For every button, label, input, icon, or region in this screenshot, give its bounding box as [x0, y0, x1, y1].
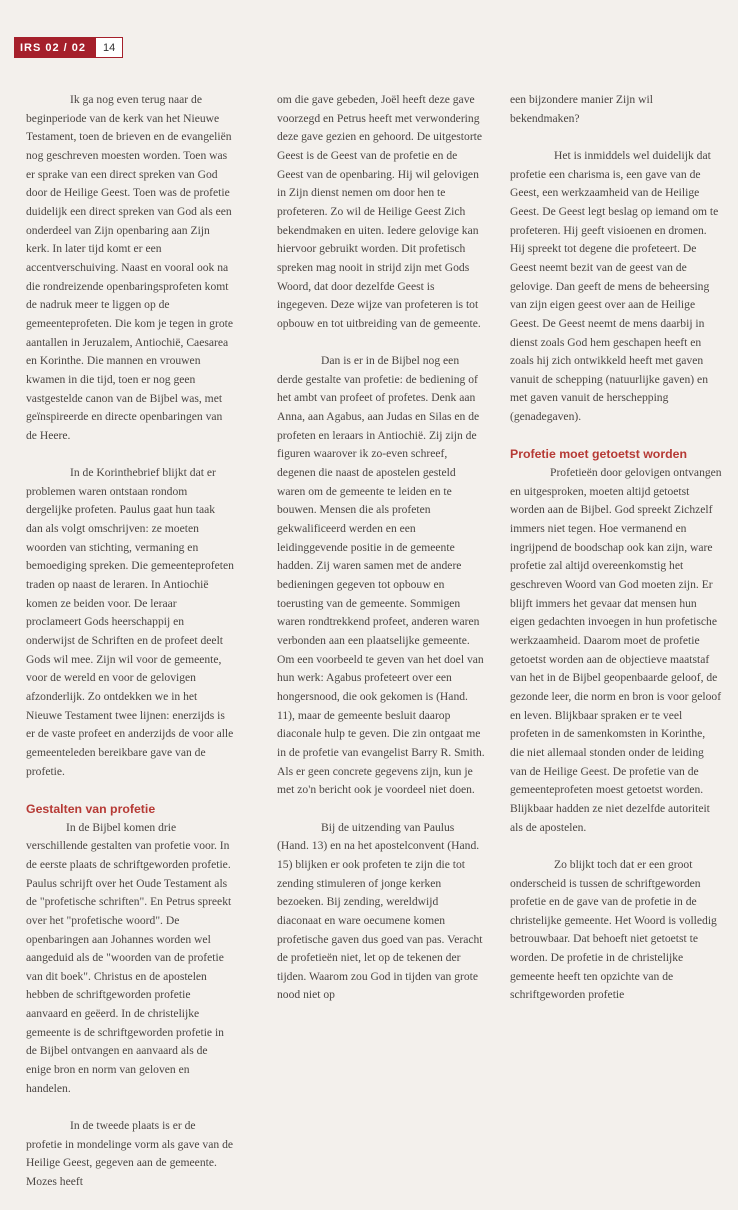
paragraph: om die gave gebeden, Joël heeft deze gave voorzegd en Petrus heeft met verwondering deze gave gezien en gehoord. De uitgestorte Geest is de Geest van de profetie en de Geest van de openbaring. Hij wil gelovigen in Zijn dienst nemen om door hen te profeteren. Zo wil de Heilige Geest Zich bekendmaken en uiten. Iedere gelovige kan hiervoor gebruikt worden. Dit profetisch spreken mag nooit in strijd zijn met Gods Woord, dat door dezelfde Geest is ingegeven. Deze wijze van profeteren is tot opbouw en tot uitbreiding van de gemeente. [277, 93, 483, 330]
paragraph: In de Korinthebrief blijkt dat er problemen waren ontstaan rondom dergelijke profeten. Paulus gaat hun taak dan als volgt omschrijven: ze moeten woorden van stichting, vermaning en bemoediging spreken. Die gemeenteprofeten traden op naast de leraren. In Antiochië komen ze beiden voor. De leraar proclameert Gods heerschappij en onderwijst de Schriften en de profeet deelt Gods wil mee. Zijn wil voor de gemeente, voor de wereld en voor de gelovigen afzonderlijk. Zo ontdekken we in het Nieuwe Testament twee lijnen: enerzijds is er de vaste profeet en anderzijds de voor alle gemeenteleden bereikbare gave van de profetie. [26, 466, 234, 778]
paragraph: Dan is er in de Bijbel nog een derde gestalte van profetie: de bediening of het ambt van profeet of profetes. Denk aan Anna, aan Agabus, aan Judas en Silas en de profeten en leraars in Antiochië. Zij zijn de figuren waarover ik zo-even schreef, degenen die naast de apostelen gesteld waren om de gemeente te leiden en te bouwen. Mensen die als profeten gekwalificeerd werden en een leidinggevende positie in de gemeente hadden. Zij waren samen met de andere bedieningen gegeven tot opbouw en toerusting van de gemeente. Sommigen waren rondtrekkend profeet, anderen waren verbonden aan een plaatselijke gemeente. Om een voorbeeld te geven van het doel van hun werk: Agabus profeteert over een hongersnood, die ook gekomen is (Hand. 11), maar de gemeente besluit daarop diaconale hulp te geven. Die zin ontgaat me in de profetie van evangelist Barry R. Smith. Als er geen concrete gegevens zijn, kun je met zo'n bericht ook je voordeel niet doen. [277, 354, 485, 797]
paragraph: Bij de uitzending van Paulus (Hand. 13) en na het apostelconvent (Hand. 15) blijken er ook profeten te zijn die tot zending stimuleren of jonge kerken bezoeken. Bij zending, wereldwijd diaconaat en ware oecumene komen profetische gaven dus goed van pas. Veracht de profetieën niet, let op de tekenen der tijden. Waarom zou God in tijden van grote nood niet op [277, 820, 483, 1002]
paragraph: een bijzondere manier Zijn wil bekendmaken? [510, 93, 653, 125]
column-1 [26, 91, 234, 1210]
paragraph: In de Bijbel komen drie verschillende gestalten van profetie voor. In de eerste plaats de schriftgeworden profetie. Paulus schrijft over het Oude Testament als de "profetische schriften". En Petrus spreekt over het "profetische woord". De openbaringen aan Johannes worden wel aangeduid als de "woorden van de profetie van dit boek". Christus en de apostelen hebben de schriftgeworden profetie aanvaard en geëerd. In de christelijke gemeente is de schriftgeworden profetie in de Bijbel ontvangen en aanvaard als de enige bron en norm van geloven en handelen. [26, 820, 232, 1095]
paragraph: Het is inmiddels wel duidelijk dat profetie een charisma is, een gave van de Geest, een werkzaamheid van de Heilige Geest. De Geest legt beslag op iemand om te profeteren. Hij geeft visioenen en dromen. Hij spreekt tot degene die profeteert. De Geest neemt bezit van de geest van de gelovige. Dan geeft de mens de beheersing van zijn eigen geest over aan de Heilige Geest. De Geest neemt de mens daarbij in dienst zoals God hem geschapen heeft en zoals hij zich ontwikkeld heeft met gaven vanuit de schepping (natuurlijke gaven) en met gaven vanuit de herschepping (genadegaven). [510, 148, 719, 424]
paragraph: Ik ga nog even terug naar de beginperiode van de kerk van het Nieuwe Testament, toen de brieven en de evangeliën nog geschreven moesten worden. Toen was er sprake van een direct spreken van God door de Heilige Geest. Toen was de profetie duidelijk een direct spreken van God als een onderdeel van Zijn openbaring aan Zijn kerk. In later tijd komt er een accentverschuiving. Naast en vooral ook na die rondreizende openbaringsprofeten komt de nadruk meer te liggen op de gemeenteprofeten. Die kom je tegen in grote aantallen in Jeruzalem, Antiochië, Caesarea en Korinthe. Die mannen en vrouwen kwamen in die tijd, toen er nog geen vastgestelde canon van de Bijbel was, met geïnspireerde en directe openbaringen van de Heere. [26, 93, 233, 442]
page-header [14, 37, 123, 58]
column-3 [510, 91, 722, 1024]
paragraph: Zo blijkt toch dat er een groot onderscheid is tussen de schriftgeworden profetie en de gave van de profetie in de christelijke gemeente. Het Woord is volledig betrouwbaar. Dat behoeft niet getoetst te worden. De profetie in de christelijke gemeente heeft ten opzichte van de schriftgeworden profetie [510, 857, 717, 1002]
magazine-label: IRS 02 / 02 [14, 37, 95, 58]
paragraph: Profetieën door gelovigen ontvangen en uitgesproken, moeten altijd getoetst worden aan de Bijbel. God spreekt Zichzelf immers niet tegen. Hoe vermanend en ingrijpend de boodschap ook kan zijn, ware profetie zal altijd overeenkomstig het geschreven Woord van God moeten zijn. Er blijft immers het gevaar dat mensen hun eigen gedachten invoegen in hun profetische werkzaamheid. Daarom moet de profetie getoetst worden aan de objectieve maatstaf van het in de Bijbel geopenbaarde geloof, de gezonde leer, die norm en bron is voor geloof en leven. Blijkbaar spraken er te veel profeten in de samenkomsten in Korinthe, die niet allemaal stonden onder de leiding van de Heilige Geest. De profetie van de gemeenteprofeten moest getoetst worden. Blijkbaar hadden ze niet dezelfde autoriteit als de apostelen. [510, 466, 722, 834]
section-heading: Gestalten van profetie [26, 801, 156, 816]
section-heading: Profetie moet getoetst worden [510, 447, 687, 462]
paragraph: In de tweede plaats is er de profetie in mondelinge vorm als gave van de Heilige Geest, gegeven aan de gemeente. Mozes heeft [26, 1119, 234, 1189]
page-number: 14 [95, 37, 123, 58]
column-2 [277, 91, 485, 1024]
